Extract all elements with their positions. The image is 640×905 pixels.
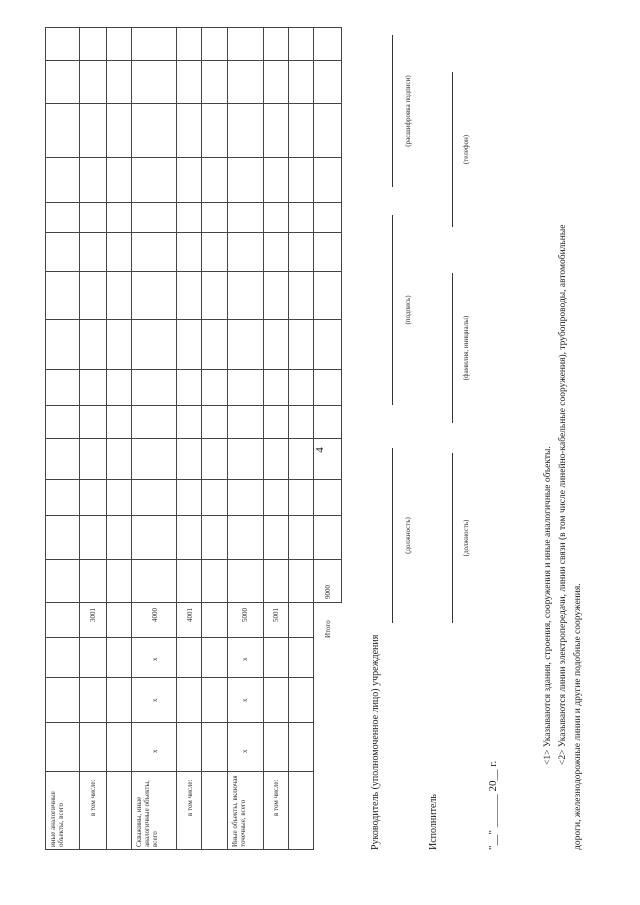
head-decoding-line	[392, 35, 393, 187]
row-name: Иные объекты, включая точечные, всего	[231, 775, 247, 847]
row-x: x	[151, 698, 159, 702]
executor-phone-line	[452, 72, 453, 227]
executor-name-line	[452, 273, 453, 423]
itogo-code: 9000	[324, 585, 332, 599]
head-position-caption: (должность)	[404, 517, 412, 554]
table-col-border	[45, 157, 342, 158]
executor-name-caption: (фамилия, инициалы)	[462, 315, 470, 381]
row-name: в том числе:	[186, 779, 194, 816]
table-col-border	[45, 677, 313, 678]
table-col-border	[45, 27, 342, 28]
executor-position-line	[452, 453, 453, 623]
table-col-border	[45, 479, 342, 480]
row-code: 4000	[151, 608, 159, 622]
table-col-border	[45, 405, 342, 406]
table-row-border	[201, 28, 202, 850]
head-signature-line	[392, 215, 393, 405]
itogo-label: Итого	[324, 620, 332, 638]
table-row-border	[176, 28, 177, 850]
row-x: x	[241, 657, 249, 661]
row-name: в том числе:	[89, 779, 97, 816]
row-code: 3001	[89, 608, 97, 622]
table-col-border	[45, 202, 342, 203]
table-row-border	[79, 28, 80, 850]
head-label: Руководитель (уполномоченное лицо) учреждения	[370, 634, 381, 850]
footnote-1: <1> Указываются здания, строения, сооружения и иные аналогичные объекты.	[543, 446, 553, 765]
table-col-border	[45, 60, 342, 61]
table-row-border	[288, 28, 289, 850]
row-code: 5001	[272, 608, 280, 622]
table-row-border	[106, 28, 107, 850]
table-col-border	[45, 319, 342, 320]
row-code: 5000	[241, 608, 249, 622]
row-name: иные аналогичные объекты, всего	[49, 791, 65, 847]
row-x: x	[241, 749, 249, 753]
row-name: Скважины, иные аналогичные объекты, всего	[135, 780, 159, 847]
table-row-border	[227, 28, 228, 850]
row-name: в том числе:	[272, 779, 280, 816]
table-col-border	[45, 637, 313, 638]
head-position-line	[392, 448, 393, 623]
table-col-border	[45, 559, 342, 560]
table-col-border	[45, 722, 313, 723]
table-col-border	[45, 515, 342, 516]
objects-table	[45, 28, 342, 850]
table-col-border	[45, 438, 342, 439]
executor-position-caption: (должность)	[462, 519, 470, 557]
head-signature-caption: (подпись)	[404, 295, 412, 325]
table-col-border	[45, 271, 342, 272]
table-col-border	[45, 849, 313, 850]
row-x: x	[151, 657, 159, 661]
head-decoding-caption: (расшифровка подписи)	[404, 75, 412, 147]
date-line: "__" ______ 20__ г.	[487, 760, 499, 850]
table-col-border	[45, 602, 342, 603]
table-row-border	[313, 28, 314, 850]
executor-label: Исполнитель	[428, 794, 439, 850]
table-col-border	[45, 103, 342, 104]
page-number: 4	[314, 447, 326, 453]
table-row-border	[131, 28, 132, 850]
footnote-2-cont: дороги, железнодорожные линии и другие подобные сооружения.	[573, 583, 583, 850]
table-col-border	[45, 369, 342, 370]
row-x: x	[241, 698, 249, 702]
table-row-border	[263, 28, 264, 850]
footnote-2: <2> Указываются линии электропередачи, линии связи (в том числе линейно-кабельные сооружения), трубопроводы, автомобильные	[558, 224, 568, 765]
table-col-border	[45, 232, 342, 233]
executor-phone-caption: (телефон)	[462, 134, 470, 165]
row-code: 4001	[186, 608, 194, 622]
row-x: x	[151, 749, 159, 753]
table-row-border	[45, 28, 46, 850]
table-row-border	[341, 28, 342, 603]
